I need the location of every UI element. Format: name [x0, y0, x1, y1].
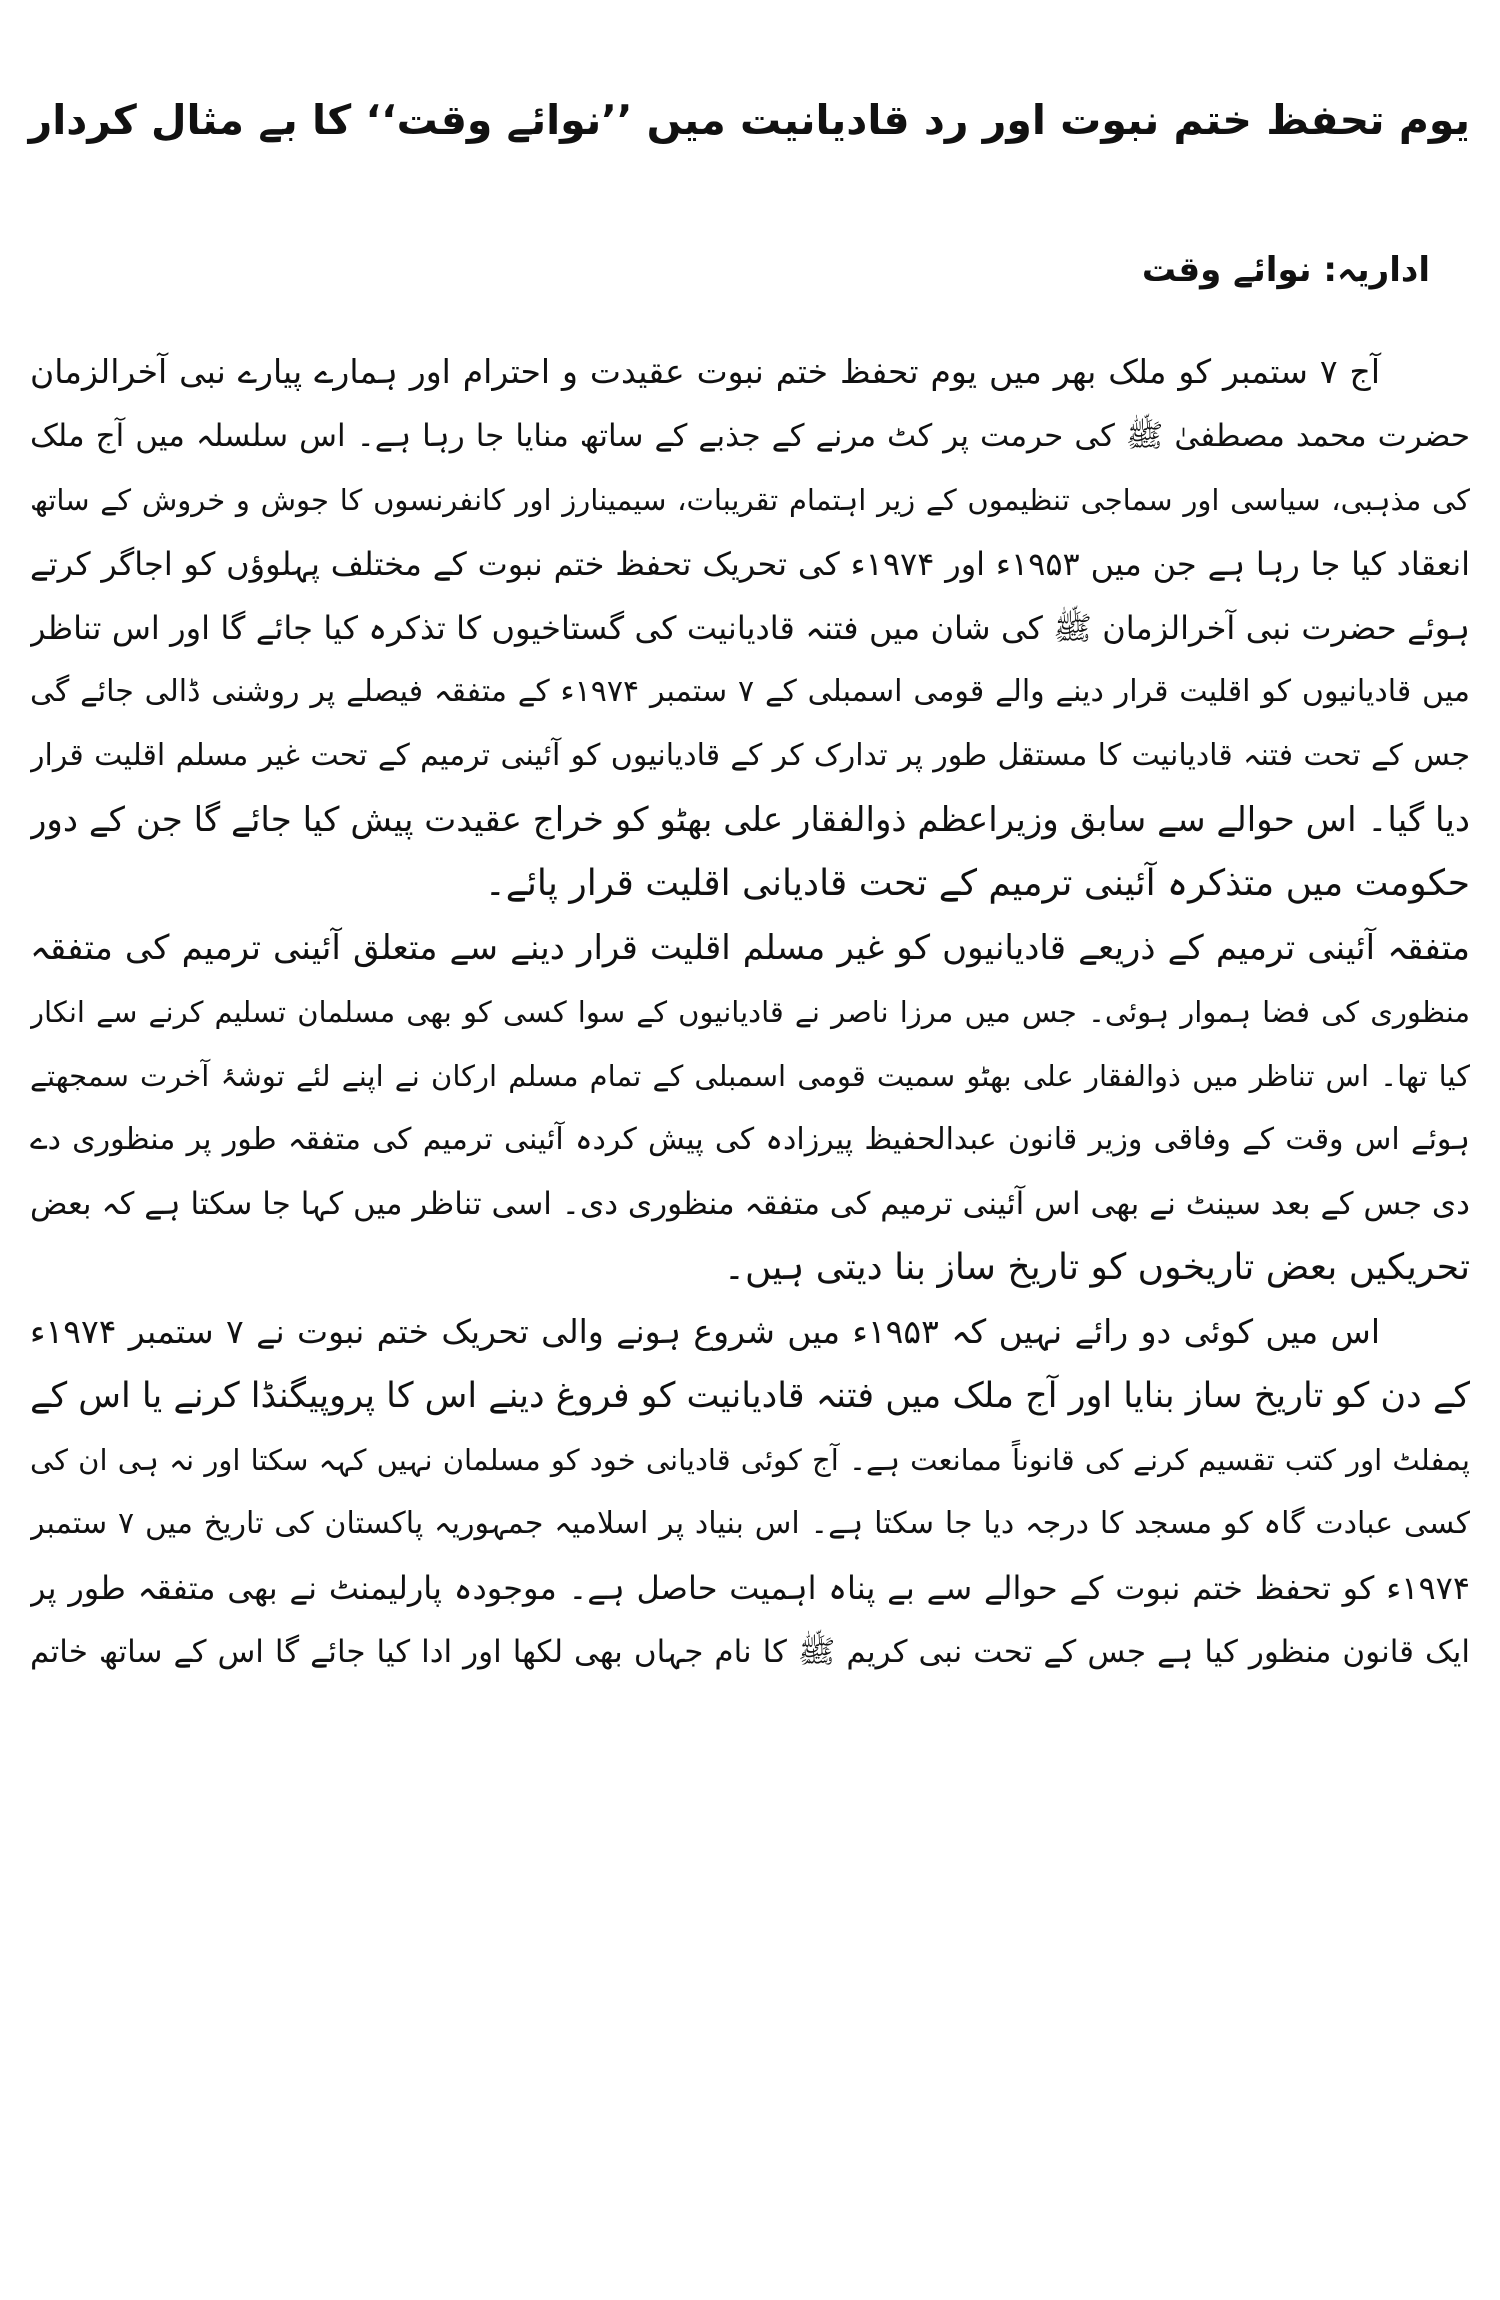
paragraph-line: انعقاد کیا جا رہا ہے جن میں ۱۹۵۳ء اور ۱۹۷۴ء کی تحریک تحفظ ختم نبوت کے مختلف پہلوؤں کو اجاگر کرتے — [30, 545, 1470, 583]
paragraph-line: ہوئے حضرت نبی آخرالزمان ﷺ کی شان میں فتنہ قادیانیت کی گستاخیوں کا تذکرہ کیا جائے گا اور اس تناظر — [30, 609, 1470, 647]
paragraph-line: کی مذہبی، سیاسی اور سماجی تنظیموں کے زیر اہتمام تقریبات، سیمینارز اور کانفرنسوں کا جوش و خروش کے ساتھ — [30, 483, 1470, 517]
paragraph-line: دی جس کے بعد سینٹ نے بھی اس آئینی ترمیم کی متفقہ منظوری دی۔ اسی تناظر میں کہا جا سکتا ہے کہ بعض — [30, 1186, 1470, 1222]
article-byline: اداریہ: نوائے وقت — [1141, 250, 1430, 290]
paragraph-line: ۱۹۷۴ء کو تحفظ ختم نبوت کے حوالے سے بے پناہ اہمیت حاصل ہے۔ موجودہ پارلیمنٹ نے بھی متفقہ طور پر — [30, 1569, 1470, 1607]
paragraph-line: متفقہ آئینی ترمیم کے ذریعے قادیانیوں کو غیر مسلم اقلیت قرار دینے سے متعلق آئینی ترمیم کی متفقہ — [30, 928, 1470, 968]
paragraph-line: کیا تھا۔ اس تناظر میں ذوالفقار علی بھٹو سمیت قومی اسمبلی کے تمام مسلم ارکان نے اپنے لئے توشۂ آخرت سمجھتے — [30, 1059, 1470, 1093]
paragraph-line: آج ۷ ستمبر کو ملک بھر میں یوم تحفظ ختم نبوت عقیدت و احترام اور ہمارے پیارے نبی آخرالزمان — [30, 352, 1381, 391]
paragraph-line: جس کے تحت فتنہ قادیانیت کا مستقل طور پر تدارک کر کے قادیانیوں کو آئینی ترمیم کے تحت غیر مسلم اقلیت قرار — [30, 738, 1470, 773]
paragraph-line: منظوری کی فضا ہموار ہوئی۔ جس میں مرزا ناصر نے قادیانیوں کے سوا کسی کو بھی مسلمان تسلیم کرنے سے انکار — [30, 995, 1470, 1029]
paragraph-line: تحریکیں بعض تاریخوں کو تاریخ ساز بنا دیتی ہیں۔ — [723, 1247, 1470, 1288]
paragraph-line: پمفلٹ اور کتب تقسیم کرنے کی قانوناً ممانعت ہے۔ آج کوئی قادیانی خود کو مسلمان نہیں کہہ سکتا اور نہ ہی ان کی — [30, 1443, 1470, 1477]
paragraph-line: ہوئے اس وقت کے وفاقی وزیر قانون عبدالحفیظ پیرزادہ کی پیش کردہ آئینی ترمیم کی متفقہ طور پر منظوری دے — [30, 1122, 1470, 1157]
paragraph-line: کسی عبادت گاہ کو مسجد کا درجہ دیا جا سکتا ہے۔ اس بنیاد پر اسلامیہ جمہوریہ پاکستان کی تاریخ میں ۷ ستمبر — [30, 1506, 1470, 1541]
article-body — [30, 340, 1470, 1684]
paragraph-line: اس میں کوئی دو رائے نہیں کہ ۱۹۵۳ء میں شروع ہونے والی تحریک ختم نبوت نے ۷ ستمبر ۱۹۷۴ء — [30, 1312, 1380, 1351]
paragraph-line: ایک قانون منظور کیا ہے جس کے تحت نبی کریم ﷺ کا نام جہاں بھی لکھا اور ادا کیا جائے گا اس کے ساتھ خاتم — [30, 1634, 1470, 1670]
paragraph-line: حضرت محمد مصطفیٰ ﷺ کی حرمت پر کٹ مرنے کے جذبے کے ساتھ منایا جا رہا ہے۔ اس سلسلہ میں آج ملک — [30, 418, 1470, 454]
article-title: یوم تحفظ ختم نبوت اور رد قادیانیت میں ’’نوائے وقت‘‘ کا بے مثال کردار — [28, 96, 1470, 144]
paragraph-line: حکومت میں متذکرہ آئینی ترمیم کے تحت قادیانی اقلیت قرار پائے۔ — [484, 863, 1470, 904]
paragraph-line: کے دن کو تاریخ ساز بنایا اور آج ملک میں فتنہ قادیانیت کو فروغ دینے اس کا پروپیگنڈا کرنے یا اس کے — [30, 1376, 1470, 1416]
paragraph-line: میں قادیانیوں کو اقلیت قرار دینے والے قومی اسمبلی کے ۷ ستمبر ۱۹۷۴ء کے متفقہ فیصلے پر روشنی ڈالی جائے گی — [30, 674, 1470, 709]
paragraph-line: دیا گیا۔ اس حوالے سے سابق وزیراعظم ذوالفقار علی بھٹو کو خراج عقیدت پیش کیا جائے گا جن کے دور — [30, 800, 1470, 840]
